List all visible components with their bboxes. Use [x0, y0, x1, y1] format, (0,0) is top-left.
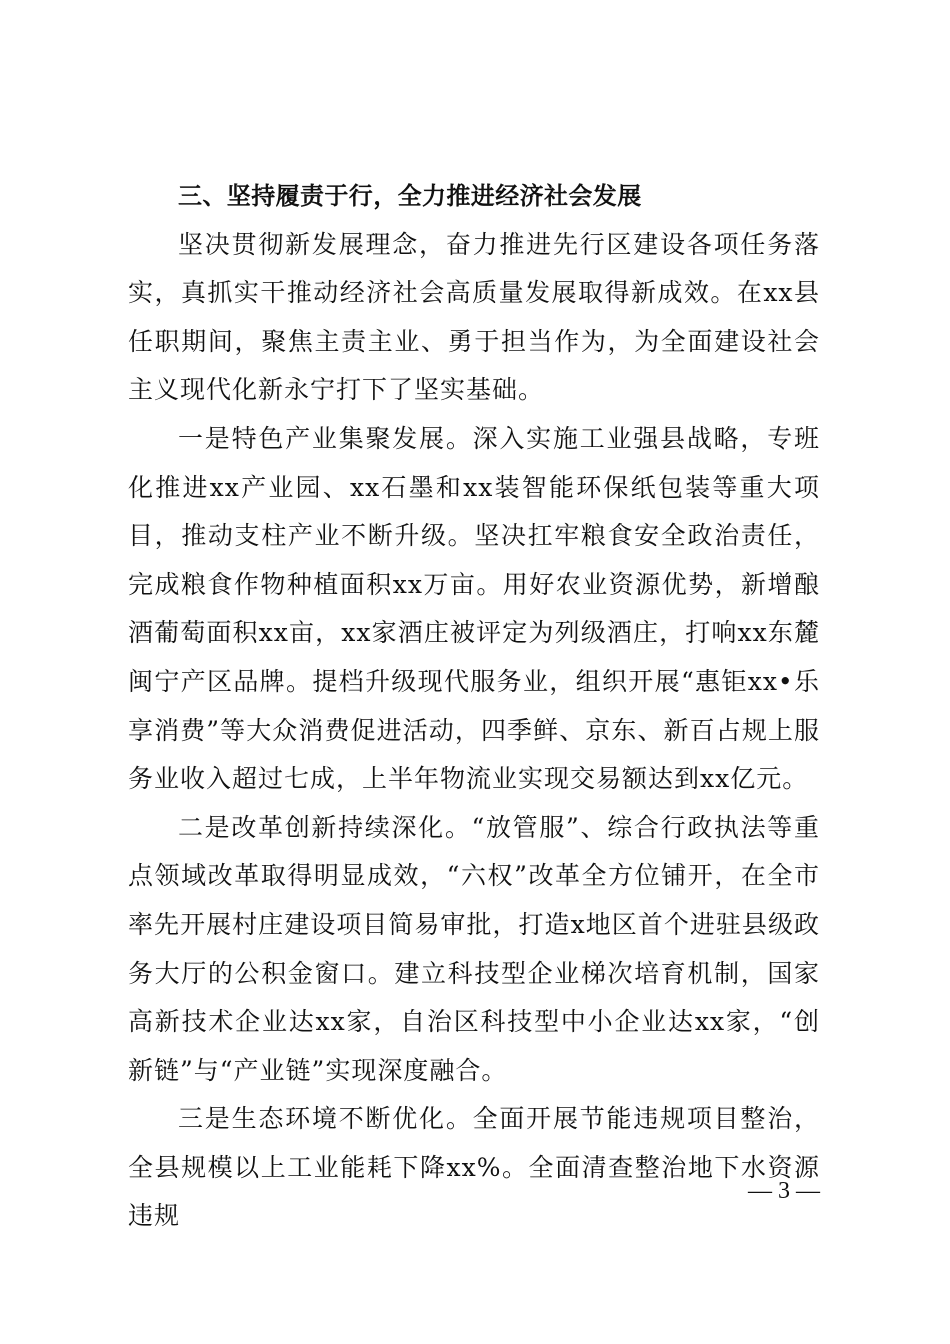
- section-heading: 三、坚持履责于行，全力推进经济社会发展: [178, 182, 642, 210]
- paragraph-reform: 二是改革创新持续深化。“放管服”、综合行政执法等重点领域改革取得明显成效，“六权”改革全方位铺开，在全市率先开展村庄建设项目简易审批，打造x地区首个进驻县级政务大厅的公积金窗口。建立科技型企业梯次培育机制，国家高新技术企业达xx家，自治区科技型中小企业达xx家，“创新链”与“产业链”实现深度融合。: [128, 812, 820, 1085]
- paragraph-ecology: 三是生态环境不断优化。全面开展节能违规项目整治，全县规模以上工业能耗下降xx%。全面清查整治地下水资源违规: [128, 1104, 820, 1231]
- paragraph-industry: 一是特色产业集聚发展。深入实施工业强县战略，专班化推进xx产业园、xx石墨和xx装智能环保纸包装等重大项目，推动支柱产业不断升级。坚决扛牢粮食安全政治责任，完成粮食作物种植面积xx万亩。用好农业资源优势，新增酿酒葡萄面积xx亩，xx家酒庄被评定为列级酒庄，打响xx东麓闽宁产区品牌。提档升级现代服务业，组织开展“惠钜xx•乐享消费”等大众消费促进活动，四季鲜、京东、新百占规上服务业收入超过七成，上半年物流业实现交易额达到xx亿元。: [128, 423, 820, 794]
- document-body: [128, 172, 820, 1241]
- paragraph-intro: 坚决贯彻新发展理念，奋力推进先行区建设各项任务落实，真抓实干推动经济社会高质量发展取得新成效。在xx县任职期间，聚焦主责主业、勇于担当作为，为全面建设社会主义现代化新永宁打下了坚实基础。: [128, 229, 820, 405]
- page-number: — 3 —: [748, 1178, 820, 1204]
